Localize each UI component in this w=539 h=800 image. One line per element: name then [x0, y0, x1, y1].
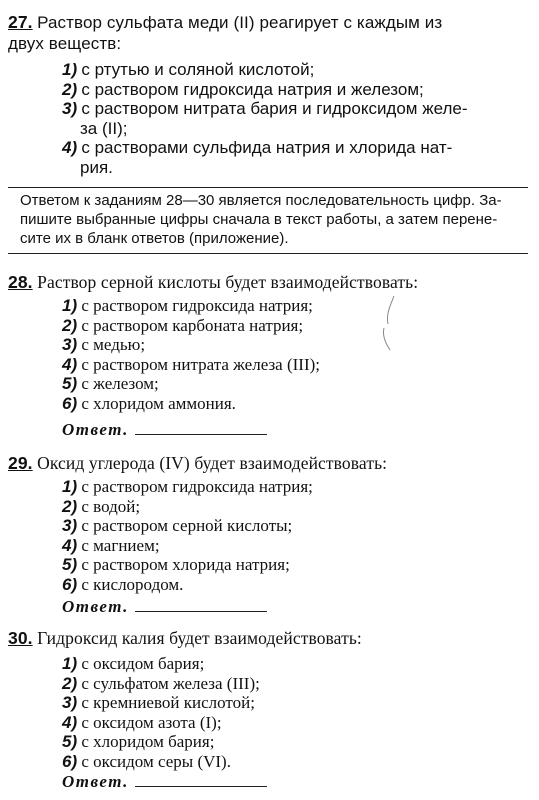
option-5 [62, 555, 313, 575]
option-3-continued [62, 119, 468, 139]
option-text: рия. [80, 157, 113, 177]
option-1 [62, 296, 320, 316]
option-4 [62, 536, 313, 556]
option-5 [62, 374, 320, 394]
option-6 [62, 752, 260, 772]
option-number: 2) [62, 496, 78, 516]
answer-blank[interactable] [135, 785, 267, 787]
option-3 [62, 335, 320, 355]
answer-blank[interactable] [135, 433, 267, 435]
option-text: с растворами сульфида натрия и хлорида нат- [81, 138, 453, 157]
question-27-number: 27. [8, 12, 33, 32]
divider-top [8, 187, 528, 188]
question-30-answer [62, 772, 267, 792]
question-30-number: 30. [8, 628, 33, 648]
answer-label: Ответ. [62, 597, 129, 616]
question-29-stem [8, 453, 387, 473]
instruction-line-1: Ответом к заданиям 28—30 является последовательность цифр. За- [20, 192, 502, 209]
question-27-stem [8, 12, 442, 54]
option-text: с оксидом азота (I); [81, 712, 222, 732]
question-28-answer [62, 420, 267, 440]
option-4 [62, 713, 260, 733]
option-text: с водой; [81, 496, 141, 516]
option-text: с раствором хлорида натрия; [81, 555, 290, 574]
question-29-answer [62, 597, 267, 617]
option-number: 6) [62, 574, 78, 594]
option-number: 4) [62, 712, 78, 732]
option-5 [62, 732, 260, 752]
question-29-number: 29. [8, 453, 33, 473]
question-30-stem [8, 628, 362, 648]
answer-label: Ответ. [62, 772, 129, 791]
option-text: с раствором гидроксида натрия и железом; [81, 79, 424, 99]
option-number: 5) [62, 732, 78, 751]
instruction-line-3: сите их в бланк ответов (приложение). [20, 230, 289, 247]
pencil-mark [378, 292, 400, 372]
question-29-text: Оксид углерода (IV) будет взаимодействовать: [37, 453, 388, 473]
option-number: 1) [62, 60, 78, 79]
option-text: с раствором карбоната натрия; [81, 315, 304, 335]
answer-blank[interactable] [135, 610, 267, 612]
option-6 [62, 575, 313, 595]
option-number: 1) [62, 654, 78, 673]
answer-label: Ответ. [62, 420, 129, 439]
option-text: с оксидом серы (VI). [81, 751, 231, 771]
question-28-stem [8, 272, 418, 292]
option-number: 3) [62, 335, 78, 354]
option-text: с раствором нитрата железа (III); [81, 354, 320, 374]
question-27-options [62, 60, 468, 177]
option-4 [62, 138, 468, 158]
option-text: с хлоридом бария; [81, 732, 215, 751]
option-number: 4) [62, 535, 78, 555]
option-6 [62, 394, 320, 414]
option-text: с магнием; [81, 535, 160, 555]
option-number: 2) [62, 79, 78, 99]
option-2 [62, 80, 468, 100]
option-4-continued [62, 158, 468, 178]
option-text: с сульфатом железа (III); [81, 673, 260, 693]
option-2 [62, 316, 320, 336]
option-text: с раствором гидроксида натрия; [81, 296, 313, 315]
option-text: с кислородом. [81, 574, 184, 594]
question-28-options [62, 296, 320, 413]
option-number: 2) [62, 673, 78, 693]
option-3 [62, 693, 260, 713]
question-30-options [62, 654, 260, 771]
question-27-text-line1: Раствор сульфата меди (II) реагирует с каждым из [37, 13, 443, 32]
option-text: с оксидом бария; [81, 654, 205, 673]
option-number: 4) [62, 354, 78, 374]
option-number: 3) [62, 516, 78, 535]
option-text: с раствором серной кислоты; [81, 516, 293, 535]
option-text: с медью; [81, 335, 146, 354]
option-number: 1) [62, 296, 78, 315]
option-text: с кремниевой кислотой; [81, 693, 255, 712]
option-number: 3) [62, 693, 78, 712]
option-number: 3) [62, 99, 78, 118]
option-1 [62, 654, 260, 674]
option-2 [62, 497, 313, 517]
option-1 [62, 60, 468, 80]
option-number: 1) [62, 477, 78, 496]
option-number: 2) [62, 315, 78, 335]
option-4 [62, 355, 320, 375]
option-text: за (II); [80, 118, 128, 138]
option-3 [62, 516, 313, 536]
question-27-text-line2: двух веществ: [8, 34, 122, 53]
option-number: 6) [62, 751, 78, 771]
question-28-text: Раствор серной кислоты будет взаимодействовать: [37, 272, 419, 292]
option-3 [62, 99, 468, 119]
option-text: с хлоридом аммония. [81, 393, 236, 413]
option-1 [62, 477, 313, 497]
option-text: с раствором нитрата бария и гидроксидом желе- [81, 99, 468, 118]
option-text: с ртутью и соляной кислотой; [81, 60, 315, 79]
option-number: 5) [62, 555, 78, 574]
option-2 [62, 674, 260, 694]
instruction-line-2: пишите выбранные цифры сначала в текст работы, а затем перене- [20, 211, 498, 228]
option-number: 4) [62, 138, 78, 157]
option-number: 5) [62, 374, 78, 393]
option-text: с железом; [81, 374, 159, 393]
question-29-options [62, 477, 313, 594]
option-number: 6) [62, 393, 78, 413]
question-28-number: 28. [8, 272, 33, 292]
option-text: с раствором гидроксида натрия; [81, 477, 313, 496]
instruction-note [20, 191, 530, 248]
divider-bottom [8, 253, 528, 254]
question-30-text: Гидроксид калия будет взаимодействовать: [37, 628, 362, 648]
